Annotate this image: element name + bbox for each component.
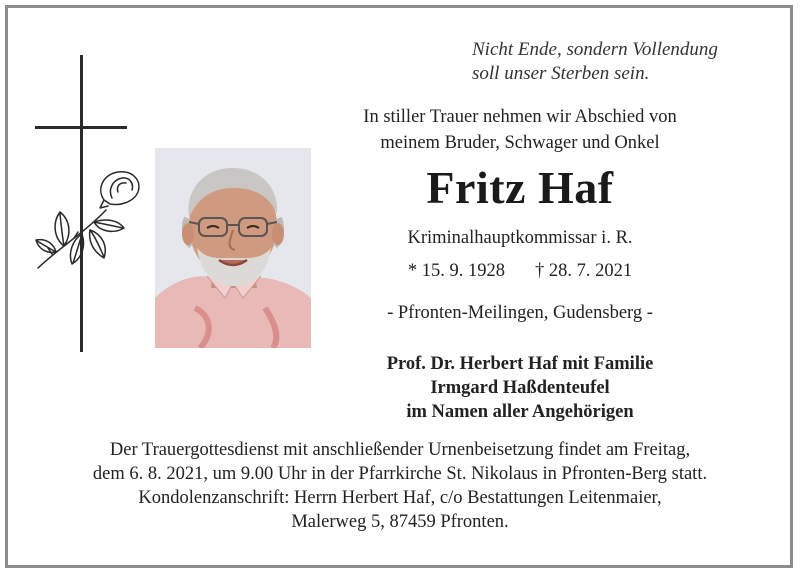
service-line-2: dem 6. 8. 2021, um 9.00 Uhr in der Pfarrkirche St. Nikolaus in Pfronten-Berg statt. xyxy=(92,464,708,484)
mourners xyxy=(320,352,720,424)
motto-line-2: soll unser Sterben sein. xyxy=(472,63,650,84)
cross-bar xyxy=(35,126,127,129)
portrait-photo xyxy=(155,148,311,348)
service-info xyxy=(20,438,780,534)
death-date: † 28. 7. 2021 xyxy=(535,261,633,281)
intro-line-2: meinem Bruder, Schwager und Onkel xyxy=(380,133,660,153)
portrait-image xyxy=(155,148,311,348)
life-dates xyxy=(330,258,710,284)
birth-date: * 15. 9. 1928 xyxy=(407,261,505,281)
places: - Pfronten-Meilingen, Gudensberg - xyxy=(387,303,653,323)
intro-text xyxy=(320,104,720,156)
deceased-title: Kriminalhauptkommissar i. R. xyxy=(407,228,633,248)
intro-line-1: In stiller Trauer nehmen wir Abschied von xyxy=(363,107,677,127)
mourner-line: Prof. Dr. Herbert Haf mit Familie xyxy=(386,354,654,374)
mourner-line: Irmgard Haßdenteufel xyxy=(430,378,610,398)
deceased-name: Fritz Haf xyxy=(426,162,614,213)
service-line-1: Der Trauergottesdienst mit anschließender Urnenbeisetzung findet am Freitag, xyxy=(109,440,691,460)
rose-icon xyxy=(34,168,146,273)
mourner-line: im Namen aller Angehörigen xyxy=(406,402,634,422)
condolence-line-2: Malerweg 5, 87459 Pfronten. xyxy=(291,512,509,532)
motto xyxy=(440,38,770,86)
motto-line-1: Nicht Ende, sondern Vollendung xyxy=(472,39,718,60)
condolence-line-1: Kondolenzanschrift: Herrn Herbert Haf, c/o Bestattungen Leitenmaier, xyxy=(138,488,662,508)
